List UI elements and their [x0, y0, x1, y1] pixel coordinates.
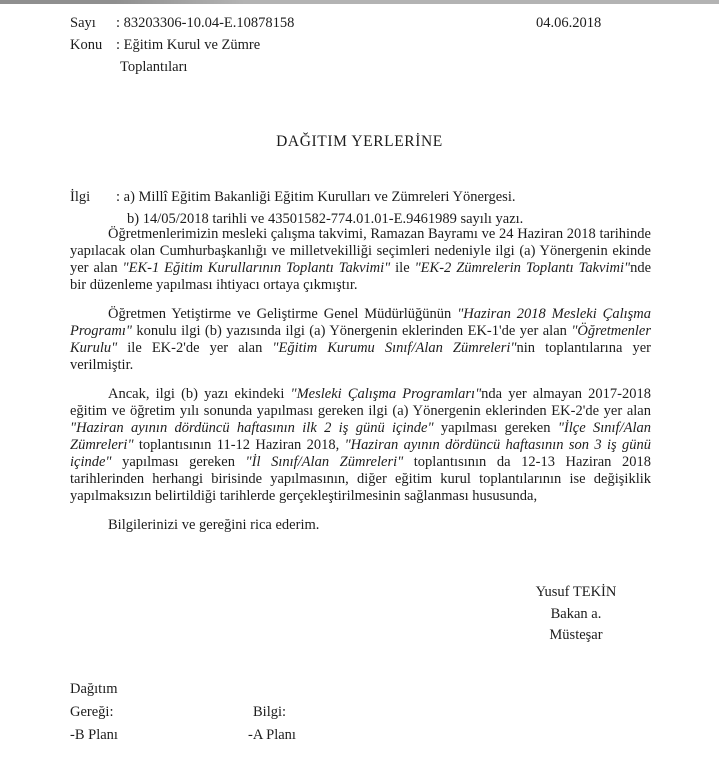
ilgi-line-a [70, 186, 523, 208]
text-run: nde bir düzenleme yapılması ihtiyacı ortaya çıkmıştır. [70, 260, 651, 293]
ilgi-line-a-text: : a) Millî Eğitim Bakanliği Eğitim Kurulları ve Zümreleri Yönergesi. [116, 189, 516, 205]
text-run: nda yer almayan 2017-2018 eğitim ve öğretim yılı sonunda yapılması gereken ilgi (a) Yönergenin eklerinden EK-2'de yer alan [70, 386, 651, 419]
body-paragraph [70, 226, 651, 294]
emphasized-text-run: "Eğitim Kurumu Sınıf/Alan Zümreleri" [272, 340, 517, 356]
text-run: nin toplantılarına yer verilmiştir. [70, 340, 651, 373]
body-paragraph [70, 386, 651, 505]
emphasized-text-run: "Haziran ayının dördüncü haftasının ilk 2 iş günü içinde" [70, 420, 434, 436]
emphasized-text-run: "Haziran 2018 Mesleki Çalışma Programı" [70, 306, 651, 339]
text-run: Öğretmenlerimizin mesleki çalışma takvimi, Ramazan Bayramı ve 24 Haziran 2018 tarihinde yapılacak olan Cumhurbaşkanlığı ve milletvekilliği seçimleri nedeniyle ilgi (a) Yönergenin ekinde yer alan [70, 226, 651, 276]
emphasized-text-run: "Öğretmenler Kurulu" [70, 323, 651, 356]
text-run: toplantısının da 12-13 Haziran 2018 tarihlerinden herhangi birisinde yapılmasının, diğer eğitim kurul toplantılarının ise değişiklik yapılmaksızın belirtildiği tarihlerde gerçekleştirilmesinin sağlanması hususunda, [70, 454, 652, 504]
body-paragraph [70, 306, 651, 374]
distribution-labels-row [70, 701, 296, 724]
signatory-name: Yusuf TEKİN [535, 584, 617, 600]
sayi-label: Sayı [70, 15, 96, 31]
ilgi-label: İlgi [70, 189, 91, 205]
text-run: toplantısının 11-12 Haziran 2018, [133, 437, 345, 453]
bilgi-item: -A Planı [248, 727, 296, 743]
emphasized-text-run: "EK-1 Eğitim Kurullarının Toplantı Takvimi" [122, 260, 391, 276]
ilgi-line-b: b) 14/05/2018 tarihli ve 43501582-774.01.01-E.9461989 sayılı yazı. [127, 211, 524, 227]
ilgi-block [70, 186, 523, 230]
emphasized-text-run: "İlçe Sınıf/Alan Zümreleri" [70, 420, 651, 453]
signatory-title: Müsteşar [549, 627, 603, 643]
konu-label: Konu [70, 37, 103, 53]
sayi-line [70, 12, 294, 34]
geregi-item: -B Planı [70, 727, 118, 743]
letter-date: 04.06.2018 [536, 15, 602, 31]
text-run: ile [390, 260, 415, 276]
distribution-heading: Dağıtım [70, 681, 118, 697]
closing-line: Bilgilerinizi ve gereğini rica ederim. [108, 517, 320, 533]
text-run: konulu ilgi (b) yazısında ilgi (a) Yönergenin eklerinden EK-1'de yer alan [131, 323, 572, 339]
signature-block [501, 582, 651, 647]
emphasized-text-run: "Haziran ayının dördüncü haftasının son 3 iş günü içinde" [70, 437, 651, 470]
letter-body [70, 226, 651, 534]
emphasized-text-run: "İl Sınıf/Alan Zümreleri" [245, 454, 404, 470]
konu-line [70, 34, 294, 56]
letter-header [70, 12, 294, 78]
emphasized-text-run: "EK-2 Zümrelerin Toplantı Takvimi" [414, 260, 631, 276]
text-run: ile EK-2'de yer alan [117, 340, 273, 356]
konu-value-continuation: Toplantıları [120, 59, 188, 75]
signatory-role: Bakan a. [550, 605, 602, 622]
sayi-value: : 83203306-10.04-E.10878158 [116, 15, 295, 31]
letter-title: DAĞITIM YERLERİNE [276, 133, 443, 150]
text-run: Öğretmen Yetiştirme ve Geliştirme Genel Müdürlüğünün [108, 306, 458, 322]
distribution-block [70, 678, 296, 747]
text-run: yapılması gereken [433, 420, 558, 436]
geregi-label: Gereği: [70, 704, 114, 720]
text-run: Ancak, ilgi (b) yazı ekindeki [108, 386, 291, 402]
emphasized-text-run: "Mesleki Çalışma Programları" [290, 386, 482, 402]
bilgi-label: Bilgi: [253, 704, 287, 720]
distribution-items-row [70, 724, 296, 747]
scan-edge-artifact [0, 0, 719, 4]
text-run: yapılması gereken [111, 454, 246, 470]
konu-value: : Eğitim Kurul ve Zümre [116, 37, 261, 53]
